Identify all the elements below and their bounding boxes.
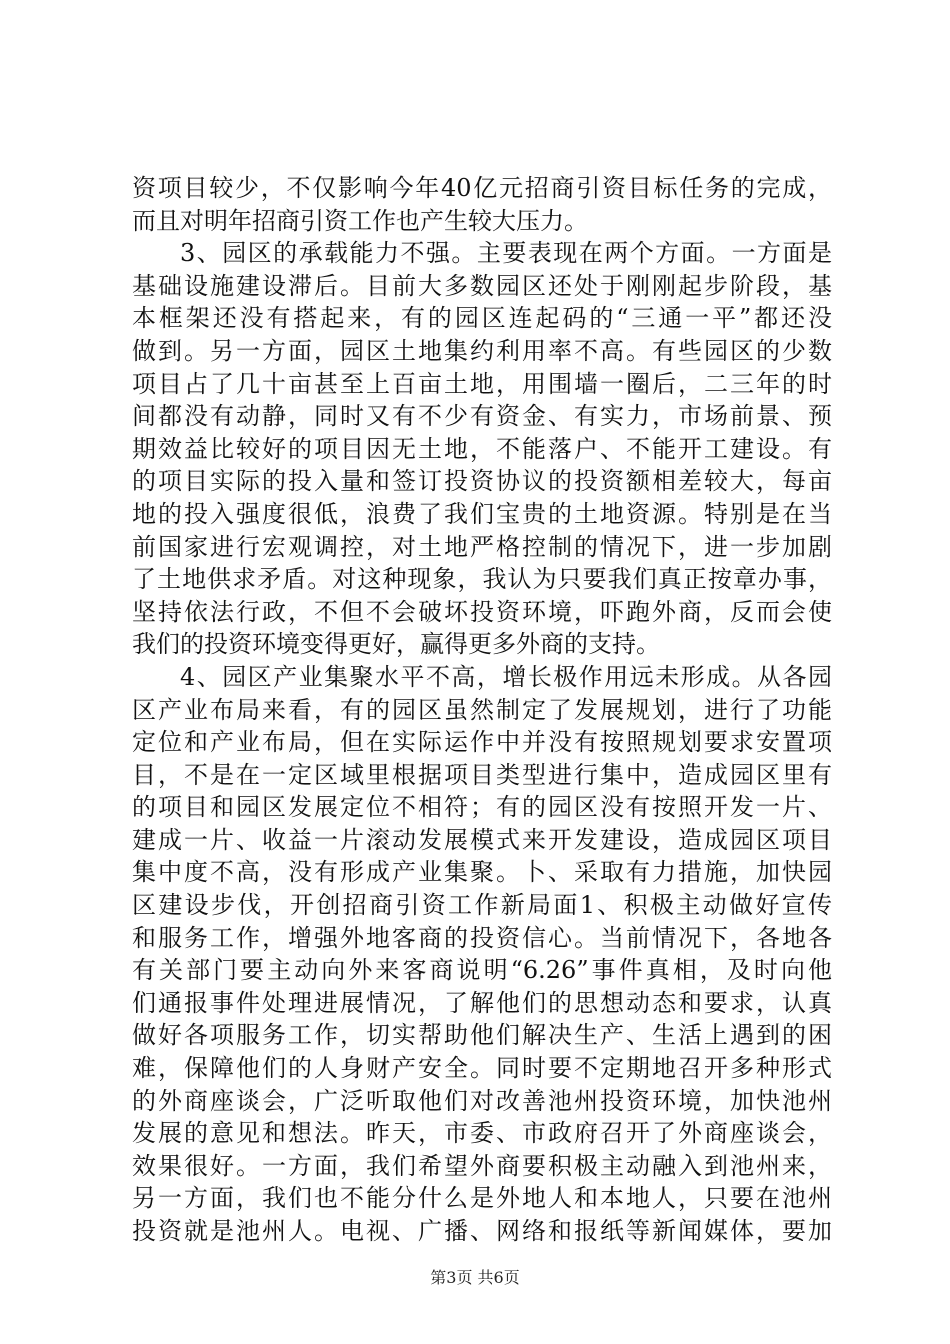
text-line: 地的投入强度很低，浪费了我们宝贵的土地资源。特别是在当: [132, 499, 832, 528]
text-line: 我们的投资环境变得更好，赢得更多外商的支持。: [132, 630, 660, 659]
text-line: 的项目实际的投入量和签订投资协议的投资额相差较大，每亩: [132, 467, 832, 496]
text-line: 区产业布局来看，有的园区虽然制定了发展规划，进行了功能: [132, 695, 832, 724]
text-line: 另一方面，我们也不能分什么是外地人和本地人，只要在池州: [132, 1184, 832, 1213]
text-line: 项目占了几十亩甚至上百亩土地，用围墙一圈后，二三年的时: [132, 369, 832, 398]
text-line: 4、园区产业集聚水平不高，增长极作用远未形成。从各园: [180, 662, 832, 691]
text-line: 基础设施建设滞后。目前大多数园区还处于刚刚起步阶段，基: [132, 271, 832, 300]
text-line: 目，不是在一定区域里根据项目类型进行集中，造成园区里有: [132, 760, 832, 789]
text-line: 资项目较少，不仅影响今年40亿元招商引资目标任务的完成，: [132, 174, 832, 202]
text-line: 期效益比较好的项目因无土地，不能落户、不能开工建设。有: [132, 434, 832, 463]
text-line: 集中度不高，没有形成产业集聚。卜、采取有力措施，加快园: [132, 858, 832, 887]
text-line: 定位和产业布局，但在实际运作中并没有按照规划要求安置项: [132, 728, 832, 757]
text-line: 发展的意见和想法。昨天，市委、市政府召开了外商座谈会，: [132, 1119, 832, 1148]
text-line: 做到。另一方面，园区土地集约利用率不高。有些园区的少数: [132, 336, 832, 365]
text-line: 难，保障他们的人身财产安全。同时要不定期地召开多种形式: [132, 1054, 832, 1083]
page-footer: 第3页 共6页: [430, 1268, 520, 1287]
text-line: 而且对明年招商引资工作也产生较大压力。: [132, 206, 588, 235]
text-line: 前国家进行宏观调控，对土地严格控制的情况下，进一步加剧: [132, 532, 832, 561]
text-line: 们通报事件处理进展情况，了解他们的思想动态和要求，认真: [132, 988, 832, 1017]
text-line: 的外商座谈会，广泛听取他们对改善池州投资环境，加快池州: [132, 1086, 832, 1115]
text-line: 3、园区的承载能力不强。主要表现在两个方面。一方面是: [180, 239, 832, 268]
text-line: 和服务工作，增强外地客商的投资信心。当前情况下，各地各: [132, 923, 832, 952]
text-line: 了土地供求矛盾。对这种现象，我认为只要我们真正按章办事，: [132, 565, 832, 594]
text-line: 本框架还没有搭起来，有的园区连起码的“三通一平”都还没: [132, 304, 832, 333]
text-line: 区建设步伐，开创招商引资工作新局面1、积极主动做好宣传: [132, 891, 832, 920]
text-line: 有关部门要主动向外来客商说明“6.26”事件真相，及时向他: [132, 956, 832, 985]
text-line: 坚持依法行政，不但不会破坏投资环境，吓跑外商，反而会使: [132, 597, 832, 626]
body-text: [132, 172, 832, 1248]
text-line: 的项目和园区发展定位不相符；有的园区没有按照开发一片、: [132, 793, 832, 822]
text-line: 间都没有动静，同时又有不少有资金、有实力，市场前景、预: [132, 402, 832, 431]
text-line: 投资就是池州人。电视、广播、网络和报纸等新闻媒体，要加: [132, 1217, 832, 1245]
text-line: 做好各项服务工作，切实帮助他们解决生产、生活上遇到的困: [132, 1021, 832, 1050]
text-line: 建成一片、收益一片滚动发展模式来开发建设，造成园区项目: [132, 825, 832, 854]
text-line: 效果很好。一方面，我们希望外商要积极主动融入到池州来，: [132, 1151, 832, 1180]
